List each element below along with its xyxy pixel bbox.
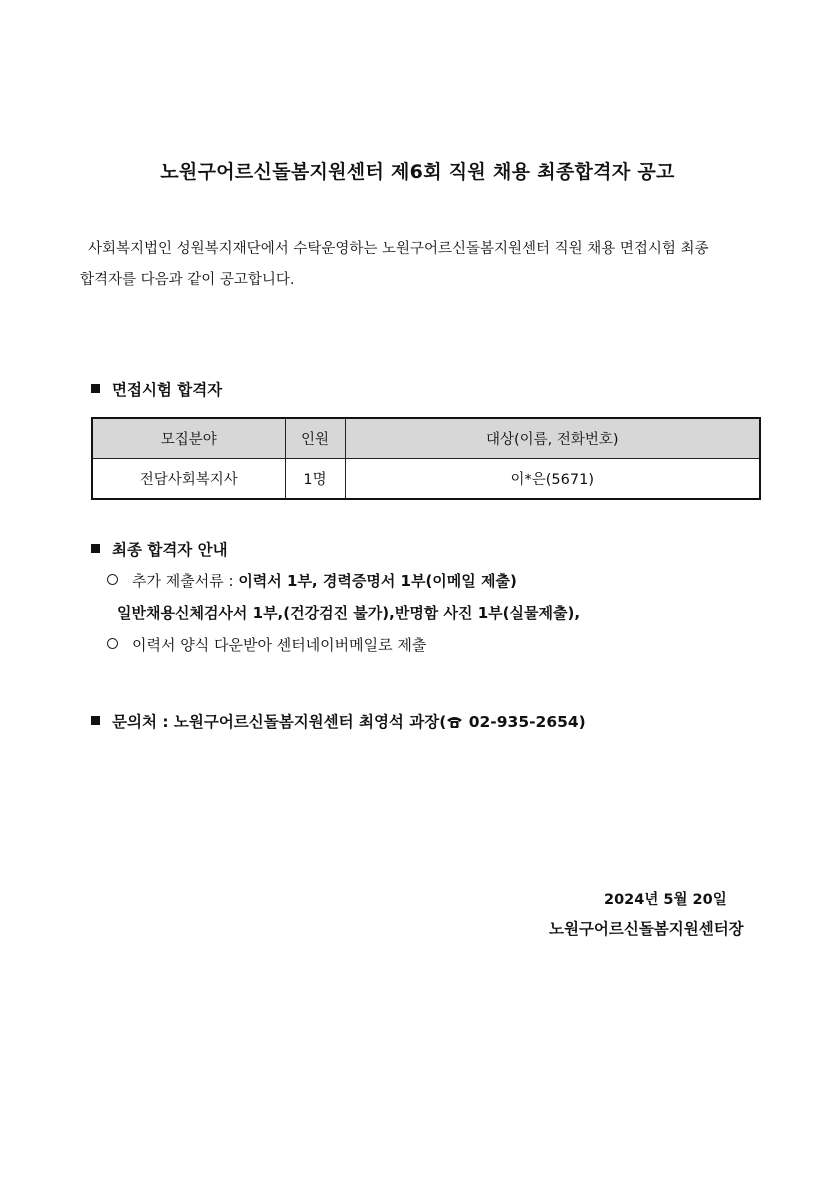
circle-bullet-icon	[107, 574, 118, 585]
square-bullet-icon	[91, 716, 100, 725]
contact-text: 문의처 : 노원구어르신돌봄지원센터 최영석 과장(	[112, 713, 447, 731]
phone-icon	[446, 715, 463, 733]
announcement-date: 2024년 5월 20일	[604, 892, 727, 908]
contact-line	[91, 710, 586, 733]
page-title: 노원구어르신돌봄지원센터 제6회 직원 채용 최종합격자 공고	[160, 161, 675, 183]
square-bullet-icon	[91, 384, 100, 393]
final-item-1-label: 추가 제출서류 :	[132, 572, 239, 590]
contact-phone: 02-935-2654)	[463, 713, 586, 731]
final-item-1-continued: 일반채용신체검사서 1부,(건강검진 불가),반명함 사진 1부(실물제출),	[117, 604, 581, 622]
table-cell-field: 전담사회복지사	[92, 458, 285, 499]
table-cell-count: 1명	[285, 458, 345, 499]
final-item-1	[107, 570, 517, 591]
final-item-2-text: 이력서 양식 다운받아 센터네이버메일로 제출	[132, 636, 427, 654]
final-item-2	[107, 634, 426, 655]
results-table	[91, 417, 761, 500]
section-interview-heading	[91, 378, 222, 400]
section-interview-title: 면접시험 합격자	[112, 381, 223, 399]
signature-organization: 노원구어르신돌봄지원센터장	[549, 920, 744, 938]
final-item-1-docs: 이력서 1부, 경력증명서 1부(이메일 제출)	[238, 572, 517, 590]
circle-bullet-icon	[107, 638, 118, 649]
column-header-count: 인원	[285, 418, 345, 458]
table-cell-target: 이*은(5671)	[345, 458, 760, 499]
column-header-target: 대상(이름, 전화번호)	[345, 418, 760, 458]
intro-line-1: 사회복지법인 성원복지재단에서 수탁운영하는 노원구어르신돌봄지원센터 직원 채용 면접시험 최종	[88, 241, 709, 257]
intro-line-2: 합격자를 다음과 같이 공고합니다.	[80, 272, 295, 288]
section-final-title: 최종 합격자 안내	[112, 541, 228, 559]
table-row	[92, 458, 760, 499]
table-header-row	[92, 418, 760, 458]
section-final-heading	[91, 538, 228, 560]
column-header-field: 모집분야	[92, 418, 285, 458]
square-bullet-icon	[91, 544, 100, 553]
